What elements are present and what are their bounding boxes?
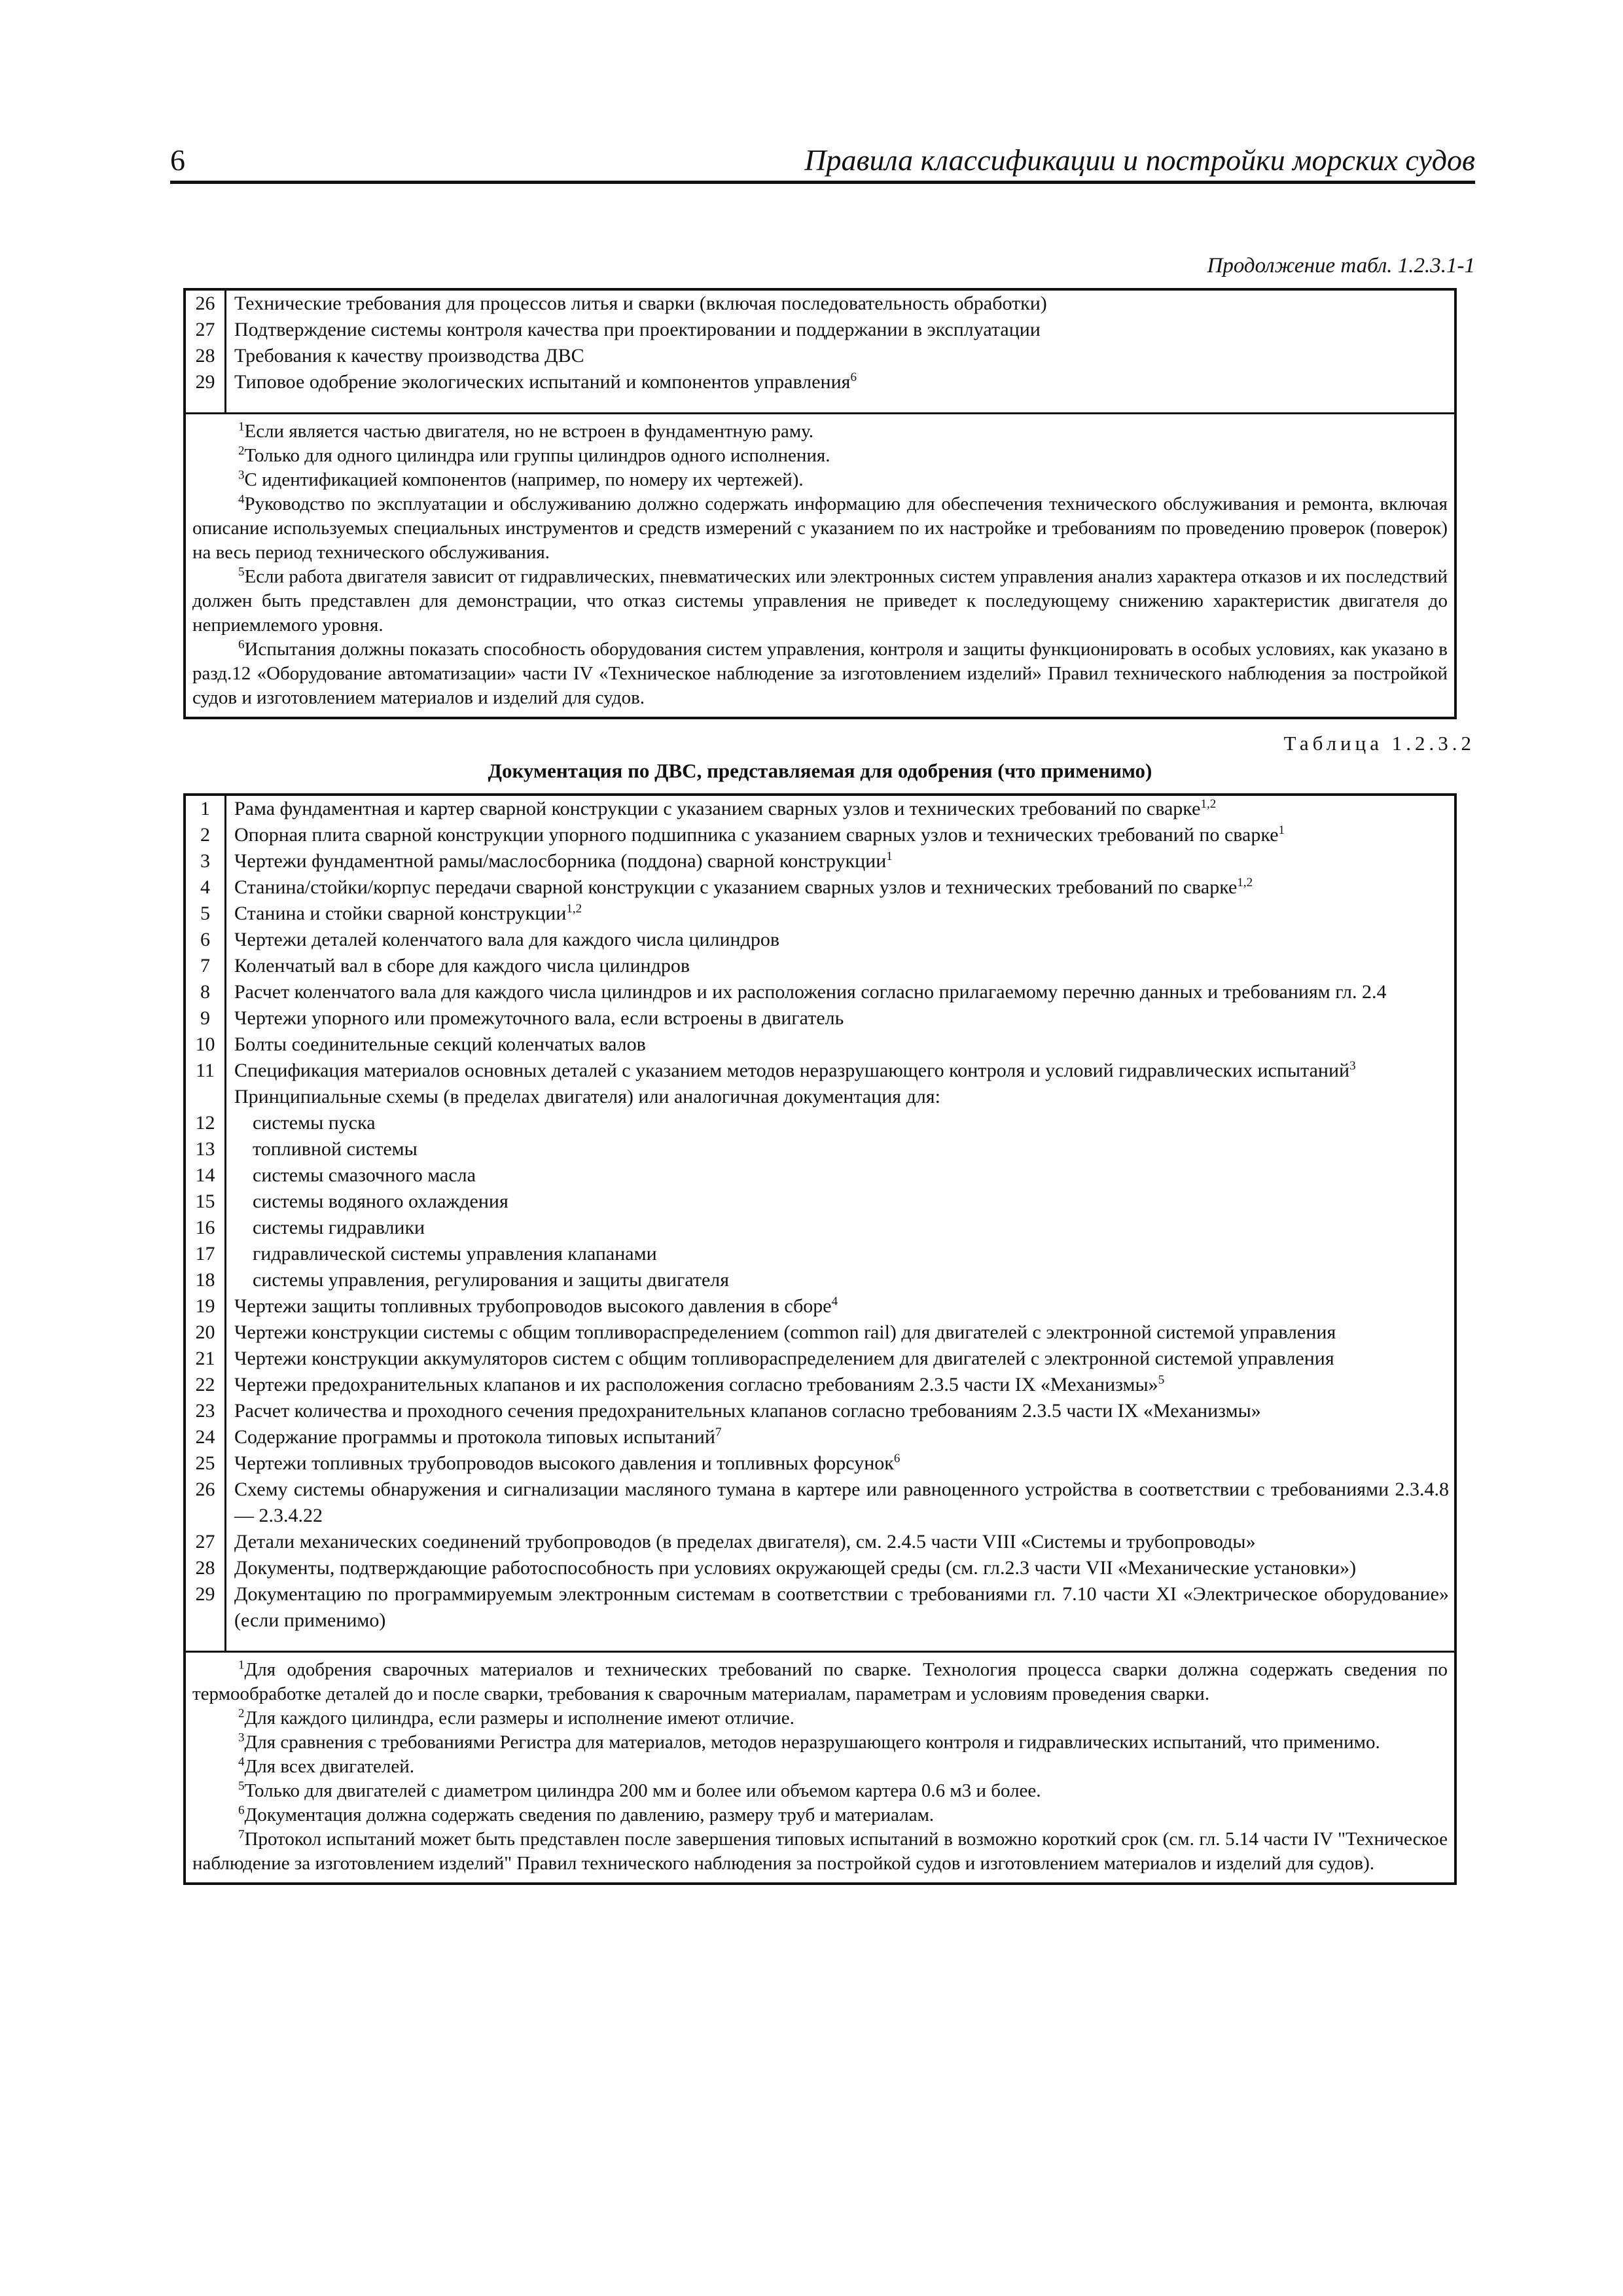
row-text xyxy=(226,1005,1454,1031)
row-text xyxy=(226,1267,1454,1293)
row-number: 29 xyxy=(186,1581,226,1634)
footnote-ref: 1,2 xyxy=(1200,797,1217,811)
footnote-ref: 1 xyxy=(886,850,893,863)
row-text-content: Болты соединительные секций коленчатых валов xyxy=(234,1033,646,1055)
page-header xyxy=(170,143,1475,184)
row-text-content: Расчет количества и проходного сечения предохранительных клапанов согласно требованиям 2.3.5 части IX «Механизмы» xyxy=(234,1400,1261,1422)
row-text xyxy=(226,979,1454,1005)
table-row xyxy=(186,1267,1454,1293)
footnote-ref: 3 xyxy=(1349,1059,1356,1073)
footnote-text: С идентификацией компонентов (например, по номеру их чертежей). xyxy=(244,469,804,490)
row-text-content: Чертежи упорного или промежуточного вала, если встроены в двигатель xyxy=(234,1007,844,1029)
footnote xyxy=(192,468,1448,492)
footnote-ref: 6 xyxy=(893,1452,901,1465)
table-row xyxy=(186,1005,1454,1031)
footnote-mark: 5 xyxy=(238,1779,245,1793)
footnote-mark: 3 xyxy=(238,468,245,482)
footnote-text: Только для одного цилиндра или группы цилиндров одного исполнения. xyxy=(244,445,830,466)
row-number: 28 xyxy=(186,343,226,369)
row-text xyxy=(226,1319,1454,1346)
row-text xyxy=(226,343,1454,369)
table-row xyxy=(186,1346,1454,1372)
table-row xyxy=(186,1031,1454,1058)
row-text xyxy=(226,1215,1454,1241)
row-text-content: Чертежи защиты топливных трубопроводов высокого давления в сборе xyxy=(234,1295,832,1317)
row-text xyxy=(226,1241,1454,1267)
row-text-content: Детали механических соединений трубопроводов (в пределах двигателя), см. 2.4.5 части VIII «Системы и трубопроводы» xyxy=(234,1531,1256,1552)
footnote xyxy=(192,565,1448,637)
footnote-ref: 1,2 xyxy=(1237,876,1253,889)
row-text xyxy=(226,874,1454,901)
table-row xyxy=(186,1424,1454,1450)
row-text-content: гидравлической системы управления клапанами xyxy=(253,1243,657,1265)
row-number: 16 xyxy=(186,1215,226,1241)
footnote xyxy=(192,1731,1448,1755)
footnote-mark: 6 xyxy=(238,637,245,652)
row-number: 9 xyxy=(186,1005,226,1031)
row-text-content: Опорная плита сварной конструкции упорного подшипника с указанием сварных узлов и технических требований по сварке xyxy=(234,824,1279,846)
row-text-content: Расчет коленчатого вала для каждого числа цилиндров и их расположения согласно прилагаемому перечню данных и требованиям гл. 2.4 xyxy=(234,981,1387,1003)
table1-footnotes xyxy=(186,412,1454,717)
row-text xyxy=(226,1398,1454,1424)
table-row xyxy=(186,1555,1454,1581)
table-row xyxy=(186,901,1454,927)
footnote-text: Для всех двигателей. xyxy=(244,1756,414,1777)
table-row xyxy=(186,927,1454,953)
row-number xyxy=(186,1084,226,1110)
row-text xyxy=(226,927,1454,953)
table-row xyxy=(186,1189,1454,1215)
row-number: 7 xyxy=(186,953,226,979)
table2 xyxy=(183,793,1457,1885)
footnote xyxy=(192,1706,1448,1731)
row-text xyxy=(226,369,1454,395)
row-text xyxy=(226,1110,1454,1136)
row-number: 10 xyxy=(186,1031,226,1058)
table-bottom-padding xyxy=(186,1634,1454,1651)
table2-rows xyxy=(186,796,1454,1651)
footnote-text: Документация должна содержать сведения по давлению, размеру труб и материалам. xyxy=(244,1804,935,1825)
row-text-content: Документы, подтверждающие работоспособность при условиях окружающей среды (см. гл.2.3 части VII «Механические установки») xyxy=(234,1557,1357,1579)
row-text xyxy=(226,1162,1454,1189)
row-text xyxy=(226,1031,1454,1058)
footnote-mark: 7 xyxy=(238,1827,245,1842)
footnote xyxy=(192,1755,1448,1779)
row-text xyxy=(226,317,1454,343)
row-text xyxy=(226,1346,1454,1372)
footnote-ref: 6 xyxy=(850,370,857,384)
footnote-text: Для одобрения сварочных материалов и технических требований по сварке. Технология процесса сварки должна содержать сведения по термообработке деталей до и после сварки, требования к сварочным материалам, параметрам и условиям проведения сварки. xyxy=(192,1659,1448,1704)
row-number: 11 xyxy=(186,1058,226,1084)
table-row xyxy=(186,953,1454,979)
row-number: 18 xyxy=(186,1267,226,1293)
row-text-content: системы пуска xyxy=(253,1112,376,1134)
footnote-mark: 2 xyxy=(238,444,245,458)
row-text xyxy=(226,953,1454,979)
row-number: 27 xyxy=(186,1529,226,1555)
row-text-content: Документацию по программируемым электронным системам в соответствии с требованиями гл. 7.10 части XI «Электрическое оборудование» (если применимо) xyxy=(234,1583,1449,1631)
row-text-content: Подтверждение системы контроля качества при проектировании и поддержании в эксплуатации xyxy=(234,319,1041,340)
footnote xyxy=(192,1779,1448,1803)
footnote-text: Для сравнения с требованиями Регистра для материалов, методов неразрушающего контроля и гидравлических испытаний, что применимо. xyxy=(244,1732,1380,1753)
row-text xyxy=(226,796,1454,822)
table-row xyxy=(186,796,1454,822)
table-row xyxy=(186,1084,1454,1110)
row-text xyxy=(226,1293,1454,1319)
row-text-content: Станина и стойки сварной конструкции xyxy=(234,903,567,924)
table-row xyxy=(186,1241,1454,1267)
footnote-text: Протокол испытаний может быть представлен после завершения типовых испытаний в возможно короткий срок (см. гл. 5.14 части IV "Техническое наблюдение за изготовлением изделий" Правил технического наблюдения за постройкой судов и изготовлением материалов и изделий для судов). xyxy=(192,1829,1448,1874)
row-number: 1 xyxy=(186,796,226,822)
table-row xyxy=(186,291,1454,317)
footnote-text: Только для двигателей с диаметром цилиндра 200 мм и более или объемом картера 0.6 м3 и более. xyxy=(244,1780,1041,1801)
row-text-content: системы управления, регулирования и защиты двигателя xyxy=(253,1269,730,1291)
row-text-content: Рама фундаментная и картер сварной конструкции с указанием сварных узлов и технических требований по сварке xyxy=(234,798,1201,819)
table2-footnotes xyxy=(186,1651,1454,1882)
footnote-mark: 1 xyxy=(238,420,245,434)
row-text xyxy=(226,1424,1454,1450)
footnote xyxy=(192,1658,1448,1706)
footnote-text: Если является частью двигателя, но не встроен в фундаментную раму. xyxy=(244,421,814,442)
table-row xyxy=(186,317,1454,343)
table-row xyxy=(186,1058,1454,1084)
row-number: 25 xyxy=(186,1450,226,1477)
row-number: 19 xyxy=(186,1293,226,1319)
row-text-content: системы гидравлики xyxy=(253,1217,425,1238)
row-text-content: топливной системы xyxy=(253,1138,418,1160)
row-text xyxy=(226,848,1454,874)
table2-title: Документация по ДВС, представляемая для одобрения (что применимо) xyxy=(488,759,1152,782)
row-number: 4 xyxy=(186,874,226,901)
row-text-content: Чертежи деталей коленчатого вала для каждого числа цилиндров xyxy=(234,929,780,950)
table-row xyxy=(186,1398,1454,1424)
row-text xyxy=(226,291,1454,317)
table-bottom-padding xyxy=(186,395,1454,412)
row-number: 22 xyxy=(186,1372,226,1398)
table-row xyxy=(186,1136,1454,1162)
row-number: 15 xyxy=(186,1189,226,1215)
footnote-ref: 7 xyxy=(715,1426,722,1439)
footnote xyxy=(192,637,1448,710)
row-text xyxy=(226,1477,1454,1529)
footnote-text: Для каждого цилиндра, если размеры и исполнение имеют отличие. xyxy=(244,1708,794,1729)
row-text-content: Требования к качеству производства ДВС xyxy=(234,345,584,367)
row-number: 8 xyxy=(186,979,226,1005)
footnote-mark: 4 xyxy=(238,1755,245,1769)
row-text-content: Чертежи топливных трубопроводов высокого давления и топливных форсунок xyxy=(234,1452,894,1474)
row-number: 6 xyxy=(186,927,226,953)
table-row xyxy=(186,1450,1454,1477)
footnote-ref: 5 xyxy=(1158,1373,1165,1387)
footnote-mark: 6 xyxy=(238,1803,245,1818)
row-text xyxy=(226,901,1454,927)
row-text-content: Содержание программы и протокола типовых испытаний xyxy=(234,1426,715,1448)
footnote-mark: 4 xyxy=(238,492,245,507)
row-text xyxy=(226,1084,1454,1110)
row-text xyxy=(226,1136,1454,1162)
row-text xyxy=(226,1189,1454,1215)
row-text xyxy=(226,1372,1454,1398)
row-text-content: Чертежи конструкции аккумуляторов систем с общим топливораспределением для двигателей с электронной системой управления xyxy=(234,1348,1334,1369)
row-number: 2 xyxy=(186,822,226,848)
row-number: 12 xyxy=(186,1110,226,1136)
row-text-content: Схему системы обнаружения и сигнализации масляного тумана в картере или равноценного устройства в соответствии с требованиями 2.3.4.8 — 2.3.4.22 xyxy=(234,1479,1449,1526)
footnote-ref: 1,2 xyxy=(566,902,582,916)
table-row xyxy=(186,1581,1454,1634)
row-number: 3 xyxy=(186,848,226,874)
footnote-mark: 2 xyxy=(238,1706,245,1721)
footnote-text: Руководство по эксплуатации и обслуживанию должно содержать информацию для обеспечения технического обслуживания и ремонта, включая описание используемых специальных инструментов и средств измерений с указанием по их настройке и требованиям по проведению проверок (поверок) на весь период технического обслуживания. xyxy=(192,493,1448,563)
row-text-content: Чертежи предохранительных клапанов и их расположения согласно требованиям 2.3.5 части IX «Механизмы» xyxy=(234,1374,1158,1395)
row-number: 14 xyxy=(186,1162,226,1189)
footnote-text: Если работа двигателя зависит от гидравлических, пневматических или электронных систем управления анализ характера отказов и их последствий должен быть представлен для демонстрации, что отказ системы управления не приведет к последующему снижению характеристик двигателя до неприемлемого уровня. xyxy=(192,566,1448,636)
row-number: 13 xyxy=(186,1136,226,1162)
footnote-mark: 3 xyxy=(238,1731,245,1745)
page-number: 6 xyxy=(170,143,185,177)
row-number: 23 xyxy=(186,1398,226,1424)
row-number: 27 xyxy=(186,317,226,343)
row-text xyxy=(226,1450,1454,1477)
table-row xyxy=(186,822,1454,848)
table-row xyxy=(186,1529,1454,1555)
row-text xyxy=(226,1581,1454,1634)
table-row xyxy=(186,369,1454,395)
row-number: 21 xyxy=(186,1346,226,1372)
table-row xyxy=(186,1162,1454,1189)
row-number: 17 xyxy=(186,1241,226,1267)
row-number: 29 xyxy=(186,369,226,395)
table-row xyxy=(186,343,1454,369)
running-title: Правила классификации и постройки морских судов xyxy=(804,143,1475,177)
row-number: 26 xyxy=(186,291,226,317)
footnote-mark: 1 xyxy=(238,1658,245,1672)
table-row xyxy=(186,1319,1454,1346)
table1-rows xyxy=(186,291,1454,412)
footnote-ref: 1 xyxy=(1278,823,1285,837)
row-text-content: Принципиальные схемы (в пределах двигателя) или аналогичная документация для: xyxy=(234,1086,940,1107)
footnote xyxy=(192,420,1448,444)
footnote-text: Испытания должны показать способность оборудования систем управления, контроля и защиты функционировать в особых условиях, как указано в разд.12 «Оборудование автоматизации» части IV «Техническое наблюдение за изготовлением изделий» Правил технического наблюдения за постройкой судов и изготовлением материалов и изделий для судов. xyxy=(192,639,1448,708)
row-number: 28 xyxy=(186,1555,226,1581)
row-text-content: Чертежи фундаментной рамы/маслосборника (поддона) сварной конструкции xyxy=(234,850,887,872)
row-text-content: Технические требования для процессов литья и сварки (включая последовательность обработки) xyxy=(234,293,1047,314)
row-text-content: системы смазочного масла xyxy=(253,1164,476,1186)
row-number: 24 xyxy=(186,1424,226,1450)
row-text-content: Типовое одобрение экологических испытаний и компонентов управления xyxy=(234,371,851,393)
footnote-ref: 4 xyxy=(831,1295,838,1308)
table1 xyxy=(183,288,1457,719)
row-text xyxy=(226,822,1454,848)
row-number: 20 xyxy=(186,1319,226,1346)
row-text xyxy=(226,1529,1454,1555)
row-number: 5 xyxy=(186,901,226,927)
row-number: 26 xyxy=(186,1477,226,1529)
footnote xyxy=(192,1827,1448,1876)
row-text-content: Коленчатый вал в сборе для каждого числа цилиндров xyxy=(234,955,690,977)
row-text-content: системы водяного охлаждения xyxy=(253,1191,508,1212)
table1-continuation-label: Продолжение табл. 1.2.3.1-1 xyxy=(1207,254,1475,278)
table2-label: Таблица 1.2.3.2 xyxy=(1283,732,1475,755)
table-row xyxy=(186,1215,1454,1241)
footnote-mark: 5 xyxy=(238,565,245,579)
row-text-content: Станина/стойки/корпус передачи сварной конструкции с указанием сварных узлов и технических требований по сварке xyxy=(234,876,1238,898)
row-text xyxy=(226,1058,1454,1084)
table-row xyxy=(186,1110,1454,1136)
row-text xyxy=(226,1555,1454,1581)
table-row xyxy=(186,1293,1454,1319)
table-row xyxy=(186,874,1454,901)
table-row xyxy=(186,979,1454,1005)
row-text-content: Чертежи конструкции системы с общим топливораспределением (common rail) для двигателей с электронной системой управления xyxy=(234,1321,1336,1343)
table-row xyxy=(186,1477,1454,1529)
footnote xyxy=(192,1803,1448,1827)
table-row xyxy=(186,1372,1454,1398)
row-text-content: Спецификация материалов основных деталей с указанием методов неразрушающего контроля и условий гидравлических испытаний xyxy=(234,1060,1350,1081)
table-row xyxy=(186,848,1454,874)
footnote xyxy=(192,492,1448,565)
footnote xyxy=(192,444,1448,468)
